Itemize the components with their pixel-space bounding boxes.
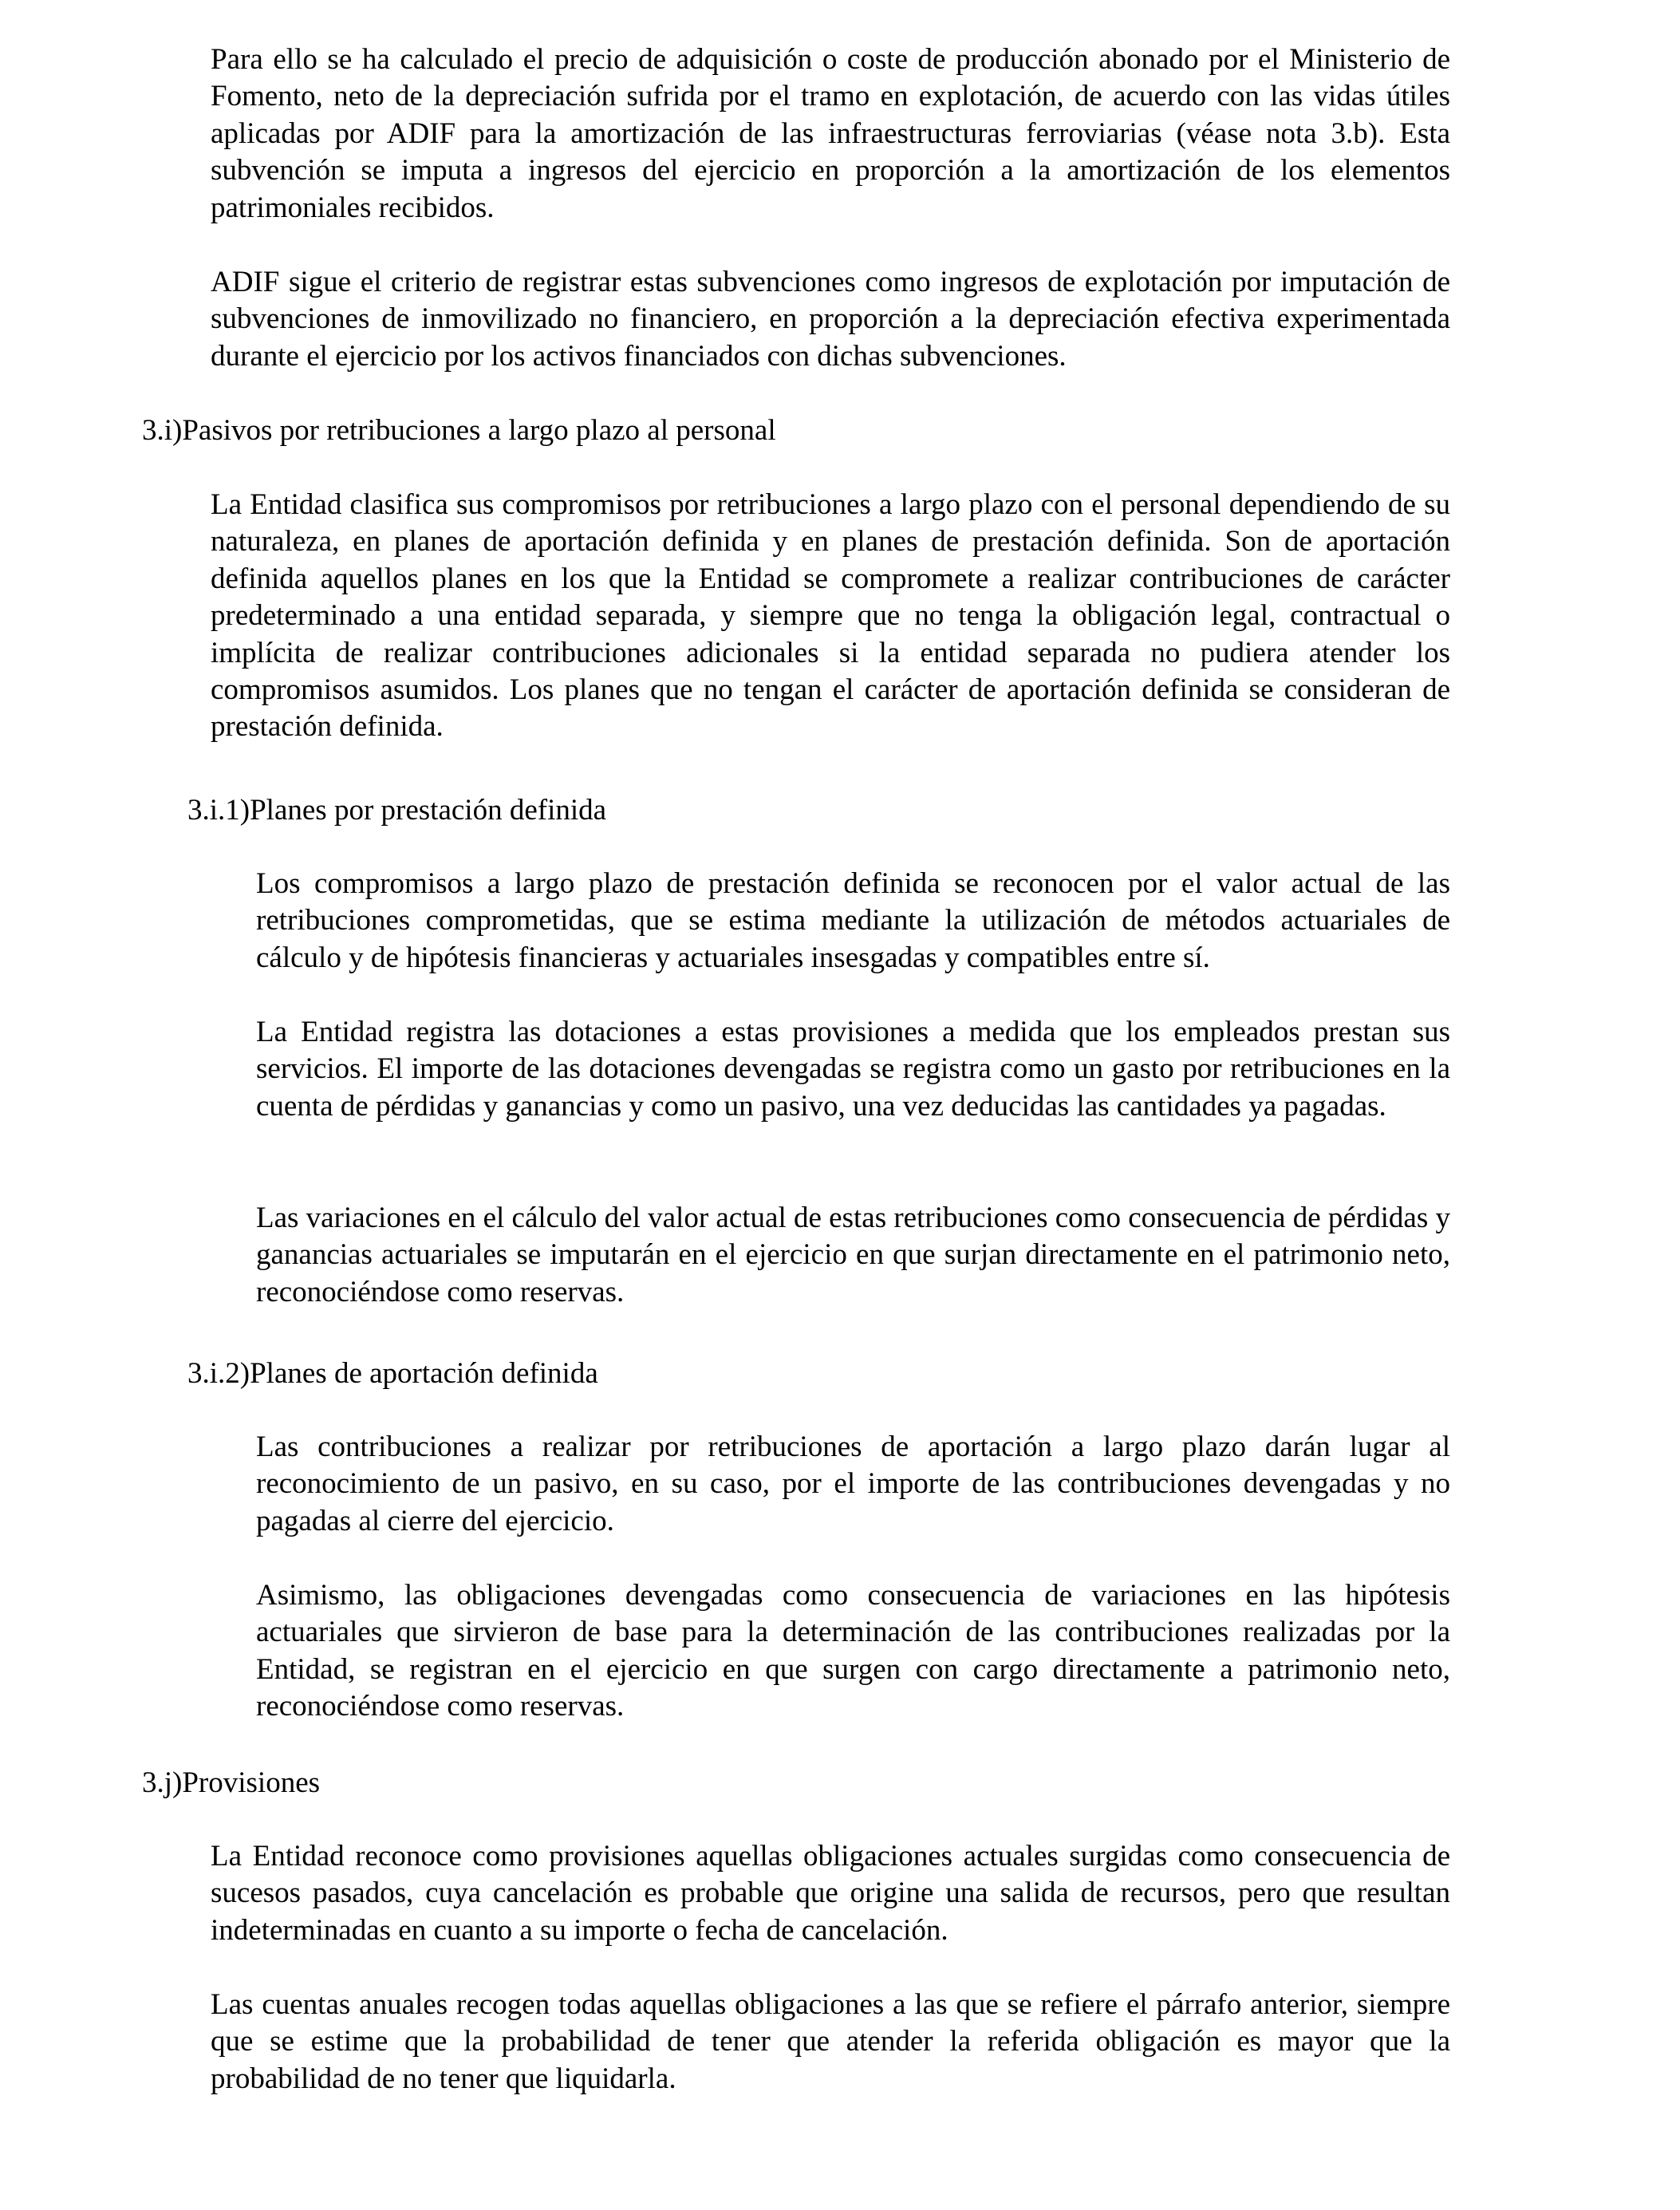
paragraph-reconocimiento-provisiones: La Entidad reconoce como provisiones aquellas obligaciones actuales surgidas como consecuencia de sucesos pasados, cuya cancelación es probable que origine una salida de recursos, pero que resultan indeterminadas en cuanto a su importe o fecha de cancelación. <box>211 1840 1450 1947</box>
paragraph-clasificacion-compromisos: La Entidad clasifica sus compromisos por retribuciones a largo plazo con el personal dependiendo de su naturaleza, en planes de aportación definida y en planes de prestación definida. Son de aportación definida aquellos planes en los que la Entidad se compromete a realizar contribuciones de carácter predeterminado a una entidad separada, y siempre que no tenga la obligación legal, contractual o implícita de realizar contribuciones adicionales si la entidad separada no pudiera atender los compromisos asumidos. Los planes que no tengan el carácter de aportación definida se consideran de prestación definida. <box>211 488 1450 744</box>
paragraph-variaciones-calculo: Las variaciones en el cálculo del valor actual de estas retribuciones como consecuencia de pérdidas y ganancias actuariales se imputarán en el ejercicio en que surjan directamente en el patrimonio neto, reconociéndose como reservas. <box>256 1202 1450 1308</box>
paragraph-dotaciones-provisiones: La Entidad registra las dotaciones a estas provisiones a medida que los empleados prestan sus servicios. El importe de las dotaciones devengadas se registra como un gasto por retribuciones en la cuenta de pérdidas y ganancias y como un pasivo, una vez deducidas las cantidades ya pagadas. <box>256 1016 1450 1123</box>
section-heading-pasivos-retribuciones: 3.i)Pasivos por retribuciones a largo plazo al personal <box>142 414 776 447</box>
paragraph-cuentas-anuales: Las cuentas anuales recogen todas aquellas obligaciones a las que se refiere el párrafo anterior, siempre que se estime que la probabilidad de tener que atender la referida obligación es mayor que la probabilidad de no tener que liquidarla. <box>211 1988 1450 2095</box>
paragraph-compromisos-largo-plazo: Los compromisos a largo plazo de prestación definida se reconocen por el valor actual de las retribuciones comprometidas, que se estima mediante la utilización de métodos actuariales de cálculo y de hipótesis financieras y actuariales insesgadas y compatibles entre sí. <box>256 867 1450 974</box>
subsection-heading-prestacion-definida: 3.i.1)Planes por prestación definida <box>187 794 607 827</box>
section-heading-provisiones: 3.j)Provisiones <box>142 1766 321 1799</box>
paragraph-contribuciones-aportacion: Las contribuciones a realizar por retribuciones de aportación a largo plazo darán lugar al reconocimiento de un pasivo, en su caso, por el importe de las contribuciones devengadas y no pagadas al cierre del ejercicio. <box>256 1431 1450 1537</box>
paragraph-subvencion-calculo: Para ello se ha calculado el precio de adquisición o coste de producción abonado por el Ministerio de Fomento, neto de la depreciación sufrida por el tramo en explotación, de acuerdo con las vidas útiles aplicadas por ADIF para la amortización de las infraestructuras ferroviarias (véase nota 3.b). Esta subvención se imputa a ingresos del ejercicio en proporción a la amortización de los elementos patrimoniales recibidos. <box>211 43 1450 224</box>
subsection-heading-aportacion-definida: 3.i.2)Planes de aportación definida <box>187 1357 598 1390</box>
paragraph-subvencion-criterio: ADIF sigue el criterio de registrar estas subvenciones como ingresos de explotación por imputación de subvenciones de inmovilizado no financiero, en proporción a la depreciación efectiva experimentada durante el ejercicio por los activos financiados con dichas subvenciones. <box>211 266 1450 373</box>
paragraph-obligaciones-devengadas: Asimismo, las obligaciones devengadas como consecuencia de variaciones en las hipótesis actuariales que sirvieron de base para la determinación de las contribuciones realizadas por la Entidad, se registran en el ejercicio en que surgen con cargo directamente a patrimonio neto, reconociéndose como reservas. <box>256 1579 1450 1723</box>
